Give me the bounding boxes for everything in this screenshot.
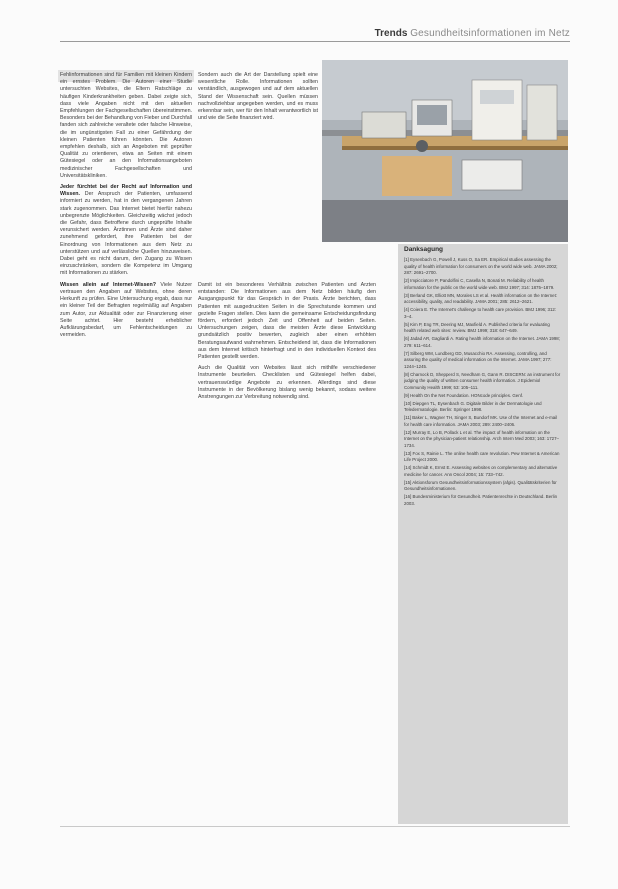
- paragraph-text: Der Anspruch der Patienten, umfassend informiert zu werden, hat in den vergangenen Jahren stark zugenommen. Das Internet bietet hierfür nahezu unbegrenzte Möglichkeiten. Gleichzeitig wächst jedoch die Gefahr, dass Betroffene durch ungeprüfte Inhalte verunsichert werden. Ärztinnen und Ärzte sind daher zunehmend gefordert, ihre Patienten bei der Einordnung von Informationen aus dem Netz zu unterstützen und auf verlässliche Quellen hinzuweisen. Dabei geht es nicht darum, den Zugang zu Wissen einzuschränken, sondern die Kompetenz im Umgang mit Informationen zu stärken.: [60, 191, 192, 277]
- section-label: Trends: [374, 28, 408, 39]
- references-list: [404, 257, 562, 817]
- reference-item: [15] Aktionsforum Gesundheitsinformationssystem (afgis). Qualitätskriterien für Gesundheitsinformationen.: [404, 479, 557, 492]
- running-header: [60, 26, 570, 44]
- paragraph: [60, 282, 192, 340]
- lab-equipment-photo: [322, 60, 568, 242]
- paragraph-text: Viele Nutzer vertrauen den Angaben auf Websites, ohne deren Herkunft zu prüfen. Eine Untersuchung ergab, dass nur ein kleiner Teil der Befragten regelmäßig auf Angaben zum Autor, zur Aktualität oder zur Finanzierung einer Seite achtet. Hier besteht erheblicher Aufklärungsbedarf, um Fehlentscheidungen zu vermeiden.: [60, 281, 192, 339]
- text-column-1: [60, 72, 192, 822]
- paragraph: Sondern auch die Art der Darstellung spielt eine wesentliche Rolle. Informationen sollten verständlich, ausgewogen und auf dem aktuellen Stand der Wissenschaft sein. Quellen müssen nachvollziehbar angegeben werden, und es muss erkennbar sein, wer für den Inhalt verantwortlich ist und wie die Seite finanziert wird.: [198, 72, 318, 122]
- reference-item: [1] Eysenbach G, Powell J, Kuss O, Sa ER. Empirical studies assessing the quality of health information for consumers on the world wide web. JAMA 2002; 287: 2691–2700.: [404, 257, 558, 276]
- reference-item: [10] Diepgen TL, Eysenbach G. Digitale Bilder in der Dermatologie und Teledermatologie. Berlin: Springer 1998.: [404, 400, 542, 413]
- reference-item: [11] Baker L, Wagner TH, Singer S, Bundorf MK. Use of the Internet and e-mail for health care information. JAMA 2003; 289: 2400–2406.: [404, 415, 558, 427]
- reference-item: [12] Murray E, Lo B, Pollack L et al. The impact of health information on the Internet on the physician-patient relationship. Arch Intern Med 2003; 163: 1727–1734.: [404, 429, 559, 448]
- reference-item: [4] Coiera E. The Internet's challenge to health care provision. BMJ 1996; 312: 3–4.: [404, 307, 557, 319]
- paragraph-lead: Jeder fürchtet bei der Recht auf Information und Wissen.: [60, 184, 192, 198]
- paragraph: Damit ist ein besonderes Verhältnis zwischen Patienten und Ärzten entstanden: Die Informationen aus dem Netz bilden häufig den Ausgangspunkt für das Gespräch in der Praxis. Ärzte berichten, dass Patienten mit ausgedruckten Seiten in die Sprechstunde kommen und gezielte Fragen stellen. Dies kann die gemeinsame Entscheidungsfindung fördern, erfordert jedoch Zeit und Offenheit auf beiden Seiten. Untersuchungen zeigen, dass die meisten Ärzte diese Entwicklung grundsätzlich positiv bewerten, zugleich aber einen erhöhten Beratungsaufwand wahrnehmen. Entscheidend ist, dass die Informationen aus dem Internet kritisch hinterfragt und in den individuellen Kontext des Patienten gestellt werden.: [198, 282, 376, 361]
- reference-item: [7] Silberg WM, Lundberg GD, Musacchio RA. Assessing, controlling, and assuring the quality of medical information on the Internet. JAMA 1997; 277: 1244–1245.: [404, 350, 552, 369]
- reference-item: [14] Schmidt K, Ernst E. Assessing websites on complementary and alternative medicine for cancer. Ann Oncol 2004; 15: 733–742.: [404, 465, 558, 477]
- paragraph-lead: Wissen allein auf Internet-Wissen?: [60, 281, 156, 288]
- photo-illustration: [322, 60, 568, 242]
- text-column-2-top: [198, 72, 318, 278]
- reference-item: [8] Charnock D, Shepperd S, Needham G, Gann R. DISCERN: an instrument for judging the quality of written consumer health information. J Epidemiol Community Health 1999; 53: 105–111.: [404, 371, 561, 390]
- text-column-2-bottom: [198, 282, 376, 822]
- paragraph: Auch die Qualität von Websites lässt sich mithilfe verschiedener Instrumente beurteilen. Checklisten und Gütesiegel helfen dabei, vertrauenswürdige Angebote zu erkennen. Allerdings sind diese Instrumente in der Bevölkerung bislang wenig bekannt, sodass weitere Anstrengungen zur Verbreitung notwendig sind.: [198, 365, 376, 401]
- references-title: Danksagung: [404, 246, 444, 253]
- reference-item: [3] Berland GK, Elliott MN, Morales LS et al. Health information on the Internet: accessibility, quality, and readability. JAMA 2001; 285: 2612–2621.: [404, 292, 558, 305]
- header-title: [375, 28, 570, 39]
- footer-rule: [60, 826, 570, 827]
- header-rule: [60, 41, 570, 42]
- intro-paragraph: Fehlinformationen sind für Familien mit kleinen Kindern ein ernstes Problem. Die Autoren einer Studie untersuchten Websites, die Eltern Ratschläge zu häufigen Kinderkrankheiten geben. Dabei zeigte sich, dass viele Angaben nicht mit den aktuellen Empfehlungen der Fachgesellschaften übereinstimmen. Besonders bei der Behandlung von Fieber und Durchfall fanden sich zahlreiche veraltete oder falsche Hinweise, die im ungünstigsten Fall zu einer Gefährdung der kleinen Patienten führen könnten. Die Autoren empfehlen deshalb, sich an Angeboten mit geprüfter Qualität zu orientieren, etwa an Seiten mit einem Gütesiegel oder an den Informationsangeboten medizinischer Fachgesellschaften und Universitätskliniken.: [60, 72, 192, 179]
- reference-item: [16] Bundesministerium für Gesundheit. Patientenrechte in Deutschland. Berlin 2003.: [404, 494, 558, 506]
- reference-item: [5] Kim P, Eng TR, Deering MJ, Maxfield A. Published criteria for evaluating health related web sites: review. BMJ 1999; 318: 647–649.: [404, 321, 550, 334]
- reference-item: [9] Health On the Net Foundation. HONcode principles. Genf.: [404, 392, 524, 398]
- reference-item: [6] Jadad AR, Gagliardi A. Rating health information on the Internet. JAMA 1998; 279: 611–614.: [404, 336, 560, 348]
- section-subtitle: Gesundheitsinformationen im Netz: [410, 28, 570, 39]
- reference-item: [13] Fox S, Rainie L. The online health care revolution. Pew Internet & American Life Project 2000.: [404, 450, 560, 463]
- paragraph: [60, 184, 192, 278]
- reference-item: [2] Impicciatore P, Pandolfini C, Casella N, Bonati M. Reliability of health information for the public on the world wide web. BMJ 1997; 314: 1875–1879.: [404, 278, 555, 290]
